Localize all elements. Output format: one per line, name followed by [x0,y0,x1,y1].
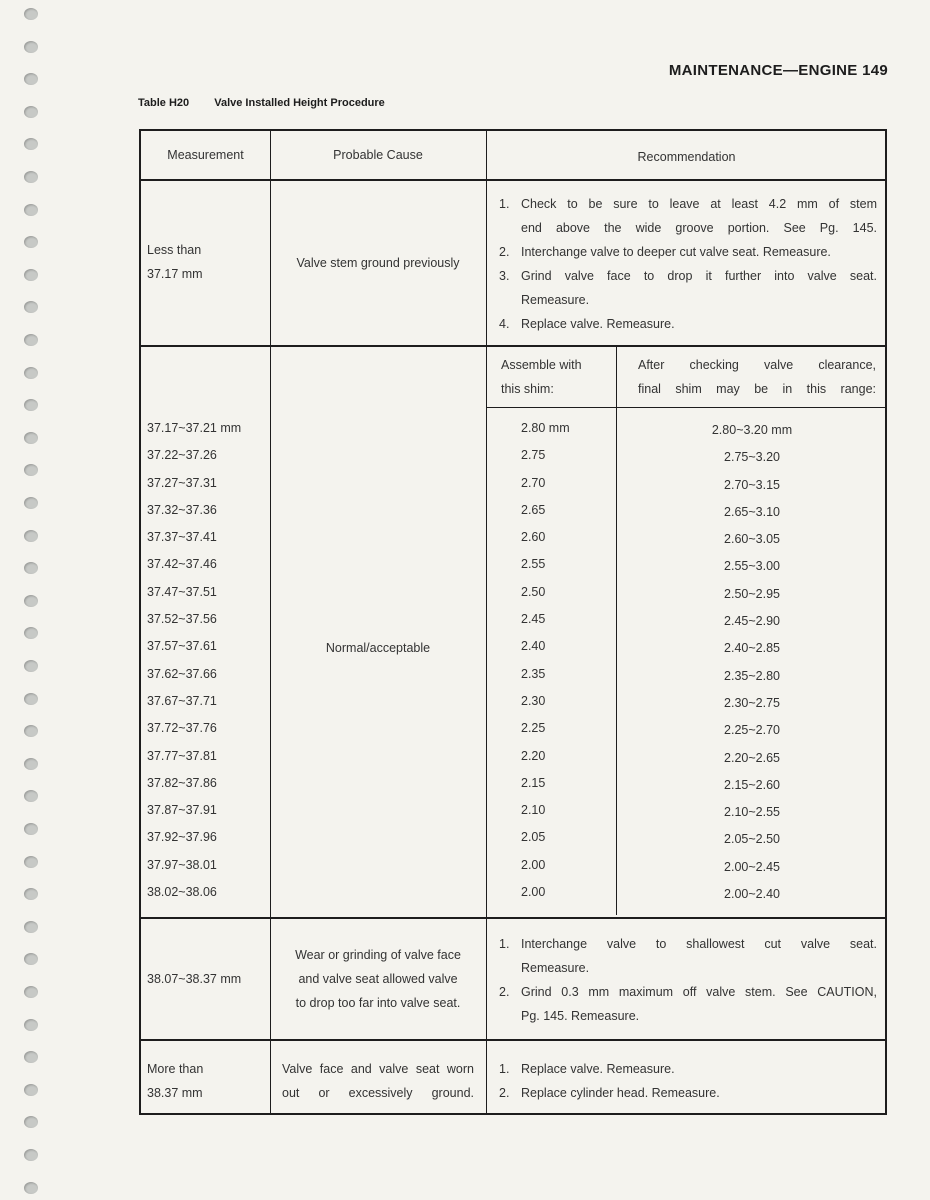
subheader-rule [486,407,885,408]
measurement-value: 37.67~37.71 [147,693,217,708]
binder-hole [24,562,38,574]
measurement-value: 37.47~37.51 [147,584,217,599]
binder-hole [24,856,38,868]
measurement-value: 37.92~37.96 [147,830,217,845]
binder-hole [24,399,38,411]
measurement-column [147,415,267,906]
shim-value: 2.00 [521,885,546,900]
binder-hole [24,888,38,900]
shim-value: 2.45 [521,612,546,627]
range-subheader: After checking valve clearance, final shim may be in this range: [638,358,876,396]
binder-hole [24,1182,38,1194]
measurement-value: 37.62~37.66 [147,666,217,681]
binder-hole [24,823,38,835]
measurement-value: 37.37~37.41 [147,530,217,545]
binder-hole [24,204,38,216]
shim-value: 2.75 [521,448,546,463]
table-caption [138,97,385,109]
binder-hole [24,693,38,705]
table-title: Valve Installed Height Procedure [214,97,385,109]
binder-hole [24,171,38,183]
measurement-value: 37.22~37.26 [147,448,217,463]
binder-hole [24,41,38,53]
column-rule [486,131,487,1113]
range-value: 2.80~3.20 mm [711,423,793,437]
row1-cause: Valve stem ground previously [296,256,460,270]
measurement-value: 37.17~37.21 mm [147,421,242,435]
range-value: 2.60~3.05 [724,532,780,547]
measurement-value: 37.52~37.56 [147,612,217,627]
shim-value: 2.20 [521,748,546,763]
binder-hole [24,1019,38,1031]
range-value: 2.65~3.10 [724,504,780,519]
row1-recommendations [499,192,877,336]
row-rule [141,1039,885,1041]
range-value: 2.30~2.75 [724,695,780,710]
shim-value: 2.35 [521,666,546,681]
row-rule [141,917,885,919]
row3-measurement: 38.07~38.37 mm [147,972,242,986]
recommendation-item: 1. Check to be sure to leave at least 4.2 mm of stem end above the wide groove portion. See Pg. 145. [499,197,877,235]
recommendation-item: 2. Interchange valve to deeper cut valve seat. Remeasure. [499,245,831,259]
range-value: 2.20~2.65 [724,750,780,765]
range-value: 2.70~3.15 [724,477,780,492]
range-value: 2.15~2.60 [724,777,780,792]
recommendation-item: 3. Grind valve face to drop it further into valve seat. Remeasure. [499,269,877,307]
binder-hole [24,236,38,248]
shim-value: 2.70 [521,475,546,490]
recommendation-item: 1. Replace valve. Remeasure. [499,1062,675,1076]
binder-hole [24,790,38,802]
binder-hole [24,73,38,85]
binder-hole [24,986,38,998]
row1-measurement: Less than 37.17 mm [147,243,203,281]
binder-hole [24,1051,38,1063]
range-value: 2.00~2.40 [724,887,780,902]
recommendation-item: 2. Grind 0.3 mm maximum off valve stem. See CAUTION, Pg. 145. Remeasure. [499,985,877,1023]
range-value: 2.55~3.00 [724,559,780,574]
valve-height-table [139,129,887,1115]
measurement-value: 37.72~37.76 [147,721,217,736]
shim-value: 2.40 [521,639,546,654]
header-recommendation: Recommendation [637,150,736,164]
shim-subheader: Assemble with this shim: [501,358,582,396]
shim-value: 2.05 [521,830,546,845]
shim-value: 2.80 mm [521,421,570,435]
header-measurement: Measurement [167,148,244,162]
range-value: 2.40~2.85 [724,641,780,656]
shim-value: 2.30 [521,693,546,708]
shim-column [521,415,611,906]
recommendation-item: 4. Replace valve. Remeasure. [499,317,675,331]
shim-value: 2.15 [521,775,546,790]
range-value: 2.10~2.55 [724,805,780,820]
range-value: 2.50~2.95 [724,586,780,601]
binder-hole [24,953,38,965]
binder-hole [24,595,38,607]
binder-holes [24,0,44,1200]
page-header: MAINTENANCE—ENGINE 149 [668,62,888,79]
measurement-value: 37.87~37.91 [147,803,217,818]
row2-cause: Normal/acceptable [325,641,431,655]
measurement-value: 37.57~37.61 [147,639,217,654]
row4-measurement: More than 38.37 mm [147,1062,204,1100]
binder-hole [24,627,38,639]
shim-value: 2.60 [521,530,546,545]
shim-value: 2.55 [521,557,546,572]
measurement-value: 37.77~37.81 [147,748,217,763]
measurement-value: 38.02~38.06 [147,885,217,900]
binder-hole [24,921,38,933]
binder-hole [24,725,38,737]
table-number: Table H20 [138,97,190,109]
shim-value: 2.25 [521,721,546,736]
binder-hole [24,334,38,346]
shim-value: 2.00 [521,857,546,872]
measurement-value: 37.42~37.46 [147,557,217,572]
range-value: 2.45~2.90 [724,614,780,629]
binder-hole [24,464,38,476]
binder-hole [24,8,38,20]
row4-recommendations [499,1057,877,1105]
binder-hole [24,1116,38,1128]
measurement-value: 37.27~37.31 [147,475,217,490]
measurement-value: 37.82~37.86 [147,775,217,790]
binder-hole [24,1149,38,1161]
shim-value: 2.10 [521,803,546,818]
row4-cause: Valve face and valve seat worn out or excessively ground. [282,1062,474,1100]
shim-value: 2.65 [521,502,546,517]
header-cause: Probable Cause [333,148,423,162]
measurement-value: 37.97~38.01 [147,857,217,872]
binder-hole [24,1084,38,1096]
header-rule [141,179,885,181]
range-value: 2.25~2.70 [724,723,780,738]
recommendation-item: 1. Interchange valve to shallowest cut valve seat. Remeasure. [499,937,877,975]
range-value: 2.35~2.80 [724,668,780,683]
binder-hole [24,367,38,379]
range-column [617,417,887,908]
binder-hole [24,138,38,150]
shim-value: 2.50 [521,584,546,599]
binder-hole [24,530,38,542]
row3-cause: Wear or grinding of valve face and valve seat allowed valve to drop too far into valve seat. [295,948,461,1010]
range-value: 2.00~2.45 [724,859,780,874]
binder-hole [24,432,38,444]
binder-hole [24,301,38,313]
binder-hole [24,660,38,672]
binder-hole [24,106,38,118]
binder-hole [24,497,38,509]
row-rule [141,345,885,347]
range-value: 2.75~3.20 [724,450,780,465]
row3-recommendations [499,932,877,1028]
range-value: 2.05~2.50 [724,832,780,847]
measurement-value: 37.32~37.36 [147,502,217,517]
binder-hole [24,758,38,770]
recommendation-item: 2. Replace cylinder head. Remeasure. [499,1086,720,1100]
binder-hole [24,269,38,281]
